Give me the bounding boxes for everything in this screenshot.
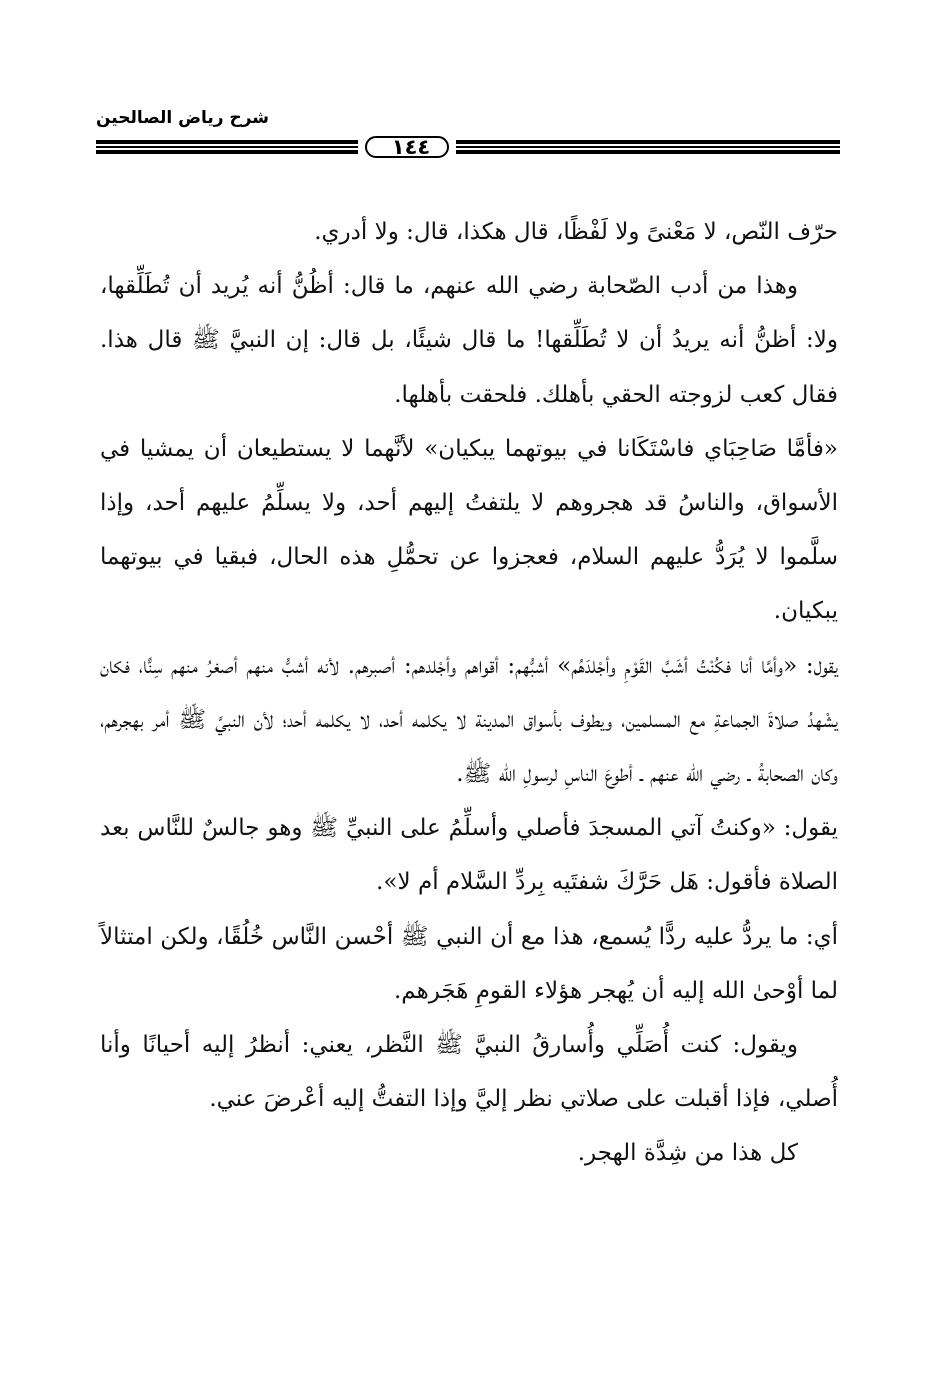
header-rule bbox=[96, 136, 840, 158]
book-title: شرح رياض الصالحين bbox=[96, 108, 270, 128]
paragraph: «فأمَّا صَاحِبَاي فاسْتَكَانا في بيوتهما يبكيان» لأنَّهما لا يستطيعان أن يمشيا في الأسواق، والناسُ قد هجروهم لا يلتفتُ إليهم أحد، ولا يسلِّمُ عليهم أحد، وإذا سلَّموا لا يُرَدُّ عليهم السلام، فعجزوا عن تحمُّلِ هذه الحال، فبقيا في بيوتهما يبكيان. bbox=[100, 435, 838, 625]
page-number: ١٤٤ bbox=[391, 135, 431, 159]
header-rule-lines bbox=[96, 136, 840, 158]
paragraph: يقول: «وكنتُ آتي المسجدَ فأصلي وأسلِّمُ على النبيِّ ﷺ وهو جالسٌ للنَّاس بعد الصلاة فأقول: هَل حَرَّكَ شفتَيه بِردِّ السَّلام أم لا». bbox=[100, 815, 838, 896]
page-body bbox=[100, 205, 838, 1181]
paragraph: أي: ما يردُّ عليه ردًّا يُسمع، هذا مع أن النبي ﷺ أحْسن النَّاس خُلُقًا، ولكن امتثالاً لما أوْحىٰ الله إليه أن يُهجر هؤلاء القومِ هَجَرهم. bbox=[100, 923, 838, 1004]
paragraph: يقول: «وأمَّا أنا فكُنْتُ أشَبَّ القَوْمِ وأجْلدَهُم» أشبُّهم: أقواهم وأجْلدهم: أصبرهم. لأنه أشبُّ منهم أصغرُ منهم سِنًّا، فكان يشْهدُ صلاةَ الجماعةِ مع المسلمين، ويطوف بأسواق المدينة لا يكلمه أحد، لا يكلمه أحد؛ لأن النبيَّ ﷺ أمر بهجرهم، وكان الصحابةُ ـ رضي الله عنهم ـ أطوعَ الناسِ لرسولِ الله ﷺ. bbox=[100, 652, 838, 788]
paragraph: ويقول: كنت أُصَلِّي وأُسارقُ النبيَّ ﷺ النَّظر، يعني: أنظرُ إليه أحيانًا وأنا أُصلي، فإذا أقبلت على صلاتي نظر إليَّ وإذا التفتُّ إليه أعْرضَ عني. bbox=[100, 1032, 838, 1113]
paragraph: وهذا من أدب الصّحابة رضي الله عنهم، ما قال: أظُنُّ أنه يُريد أن تُطَلِّقها، ولا: أظنُّ أنه يريدُ أن لا تُطَلِّقها! ما قال شيئًا، بل قال: إن النبيَّ ﷺ قال هذا. فقال كعب لزوجته الحقي بأهلك. فلحقت بأهلها. bbox=[100, 273, 838, 408]
paragraph: حرّف النّص، لا مَعْنىً ولا لَفْظًا، قال هكذا، قال: ولا أدري. bbox=[314, 219, 838, 245]
paragraph: كل هذا من شِدَّة الهجر. bbox=[577, 1140, 798, 1167]
